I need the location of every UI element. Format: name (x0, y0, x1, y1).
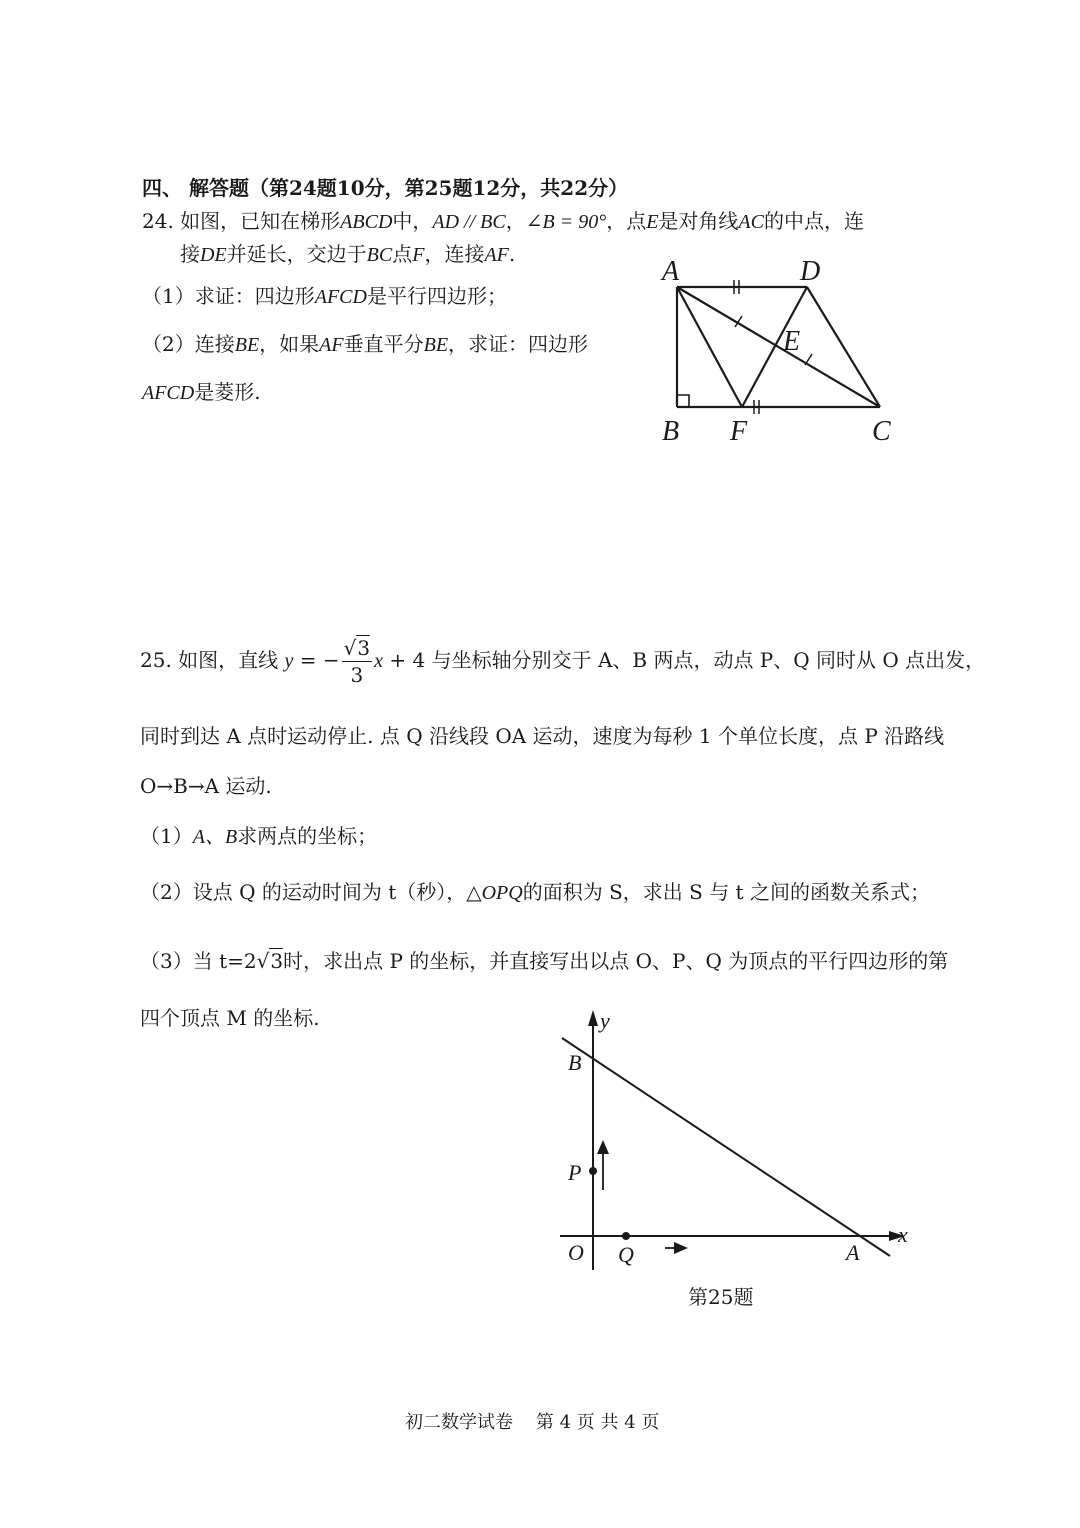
q24-text: 是菱形. (194, 380, 261, 404)
right-angle-mark (677, 395, 689, 407)
arrow-right-icon (674, 1242, 688, 1254)
point-P (589, 1167, 597, 1175)
q25-text: 求两点的坐标； (237, 824, 378, 848)
q25-math: A、B (192, 826, 238, 848)
q25-text: + 4 与坐标轴分别交于 A、B 两点，动点 P、Q 同时从 O 点出发， (389, 648, 986, 672)
q24-text: . (508, 242, 516, 266)
q24-text: 垂直平分 (343, 332, 424, 356)
q25-part1 (140, 820, 377, 849)
y-axis-arrowhead (588, 1010, 598, 1026)
q24-text: （1）求证：四边形 (142, 284, 315, 308)
q25-math: x (374, 650, 384, 672)
q24-part2 (142, 328, 588, 357)
q24-text: 是对角线 (658, 209, 739, 233)
q24-math: AD // BC (432, 211, 506, 233)
q24-math: AFCD (142, 382, 195, 404)
q24-figure (650, 250, 910, 450)
line-AB (562, 1038, 890, 1256)
q24-math: BC (366, 244, 393, 266)
label-C: C (872, 416, 891, 447)
q24-text: ，如果 (259, 332, 320, 356)
diagonal-AC (677, 287, 880, 407)
point-Q (622, 1232, 630, 1240)
q24-math: AF (319, 334, 344, 356)
q25-part3: （3）当 t=2√3时，求出点 P 的坐标，并直接写出以点 O、P、Q 为顶点的平行四边形的第 (140, 949, 949, 973)
q24-math: BE (234, 334, 260, 356)
q24-math: ∠B = 90° (525, 211, 607, 233)
label-F: F (730, 416, 748, 447)
q24-text: 如图，已知在梯形 (180, 209, 341, 233)
label-D: D (800, 256, 821, 287)
q24-text: ，点 (606, 209, 647, 233)
q25-text: （2）设点 Q 的运动时间为 t（秒）， (140, 880, 467, 904)
label-O: O (568, 1240, 584, 1265)
q25-math: y (284, 650, 294, 672)
label-y: y (600, 1008, 610, 1033)
q24-text: ，求证：四边形 (448, 332, 589, 356)
q25-part2 (140, 876, 930, 905)
q24-text: 的中点，连 (763, 209, 864, 233)
sqrt-radicand: 3 (357, 635, 371, 660)
q25-math: △OPQ (466, 882, 523, 904)
q24-math: E (646, 211, 659, 233)
q25-line1 (140, 622, 985, 699)
q24-part2-cont (142, 376, 261, 405)
label-B: B (568, 1050, 582, 1075)
q24-text: 是平行四边形； (366, 284, 507, 308)
q24-text: ， (505, 209, 526, 233)
figure-caption: 第25题 (688, 1285, 754, 1309)
q25-text: 时，求出点 P 的坐标，并直接写出以点 O、P、Q 为顶点的平行四边形的第 (283, 949, 949, 973)
tick-mark (805, 354, 812, 365)
q25-figure (540, 1000, 920, 1310)
q24-line1 (142, 205, 864, 234)
label-x: x (898, 1222, 908, 1247)
q24-math: BE (423, 334, 449, 356)
q24-text: 中， (392, 209, 433, 233)
q24-math: AFCD (314, 286, 367, 308)
q25-text: 25. 如图，直线 (140, 648, 279, 672)
fraction-numerator: √3 (343, 635, 371, 660)
q24-text: 接 (180, 242, 200, 266)
q25-line2: 同时到达 A 点时运动停止. 点 Q 沿线段 OA 运动，速度为每秒 1 个单位长度，点 P 沿路线 (140, 724, 945, 748)
q25-text: （3）当 t=2 (140, 949, 257, 973)
q25-part3-cont: 四个顶点 M 的坐标. (140, 1006, 320, 1030)
q25-line3: O→B→A 运动. (140, 774, 272, 798)
q24-math: AF (484, 244, 509, 266)
label-P: P (568, 1160, 582, 1185)
q24-math: F (412, 244, 425, 266)
label-E: E (783, 326, 801, 357)
arrow-up-icon (597, 1140, 609, 1154)
q24-text: 点 (392, 242, 413, 266)
q24-math: DE (200, 244, 227, 266)
q24-math: ABCD (340, 211, 393, 233)
label-B: B (662, 416, 680, 447)
label-A: A (846, 1240, 860, 1265)
label-A: A (662, 256, 680, 287)
sqrt-radicand: 3 (270, 949, 284, 973)
fraction-denominator: 3 (350, 662, 364, 687)
q24-part1 (142, 280, 507, 309)
fraction (342, 636, 372, 688)
page-footer: 初二数学试卷 第 4 页 共 4 页 (405, 1412, 660, 1433)
section-title: 四、 解答题（第24题10分，第25题12分，共22分） (142, 176, 629, 200)
q25-text: 的面积为 S，求出 S 与 t 之间的函数关系式； (522, 880, 930, 904)
q24-text: （2）连接 (142, 332, 235, 356)
q25-text: （1） (140, 824, 193, 848)
q24-number: 24. (142, 209, 174, 233)
q24-text: 并延长，交边于 (226, 242, 367, 266)
q24-text: ，连接 (424, 242, 485, 266)
q24-line2 (180, 238, 515, 267)
q25-math: = − (299, 648, 340, 672)
q24-math: AC (738, 211, 764, 233)
segment-DC (807, 287, 880, 407)
label-Q: Q (618, 1242, 634, 1267)
